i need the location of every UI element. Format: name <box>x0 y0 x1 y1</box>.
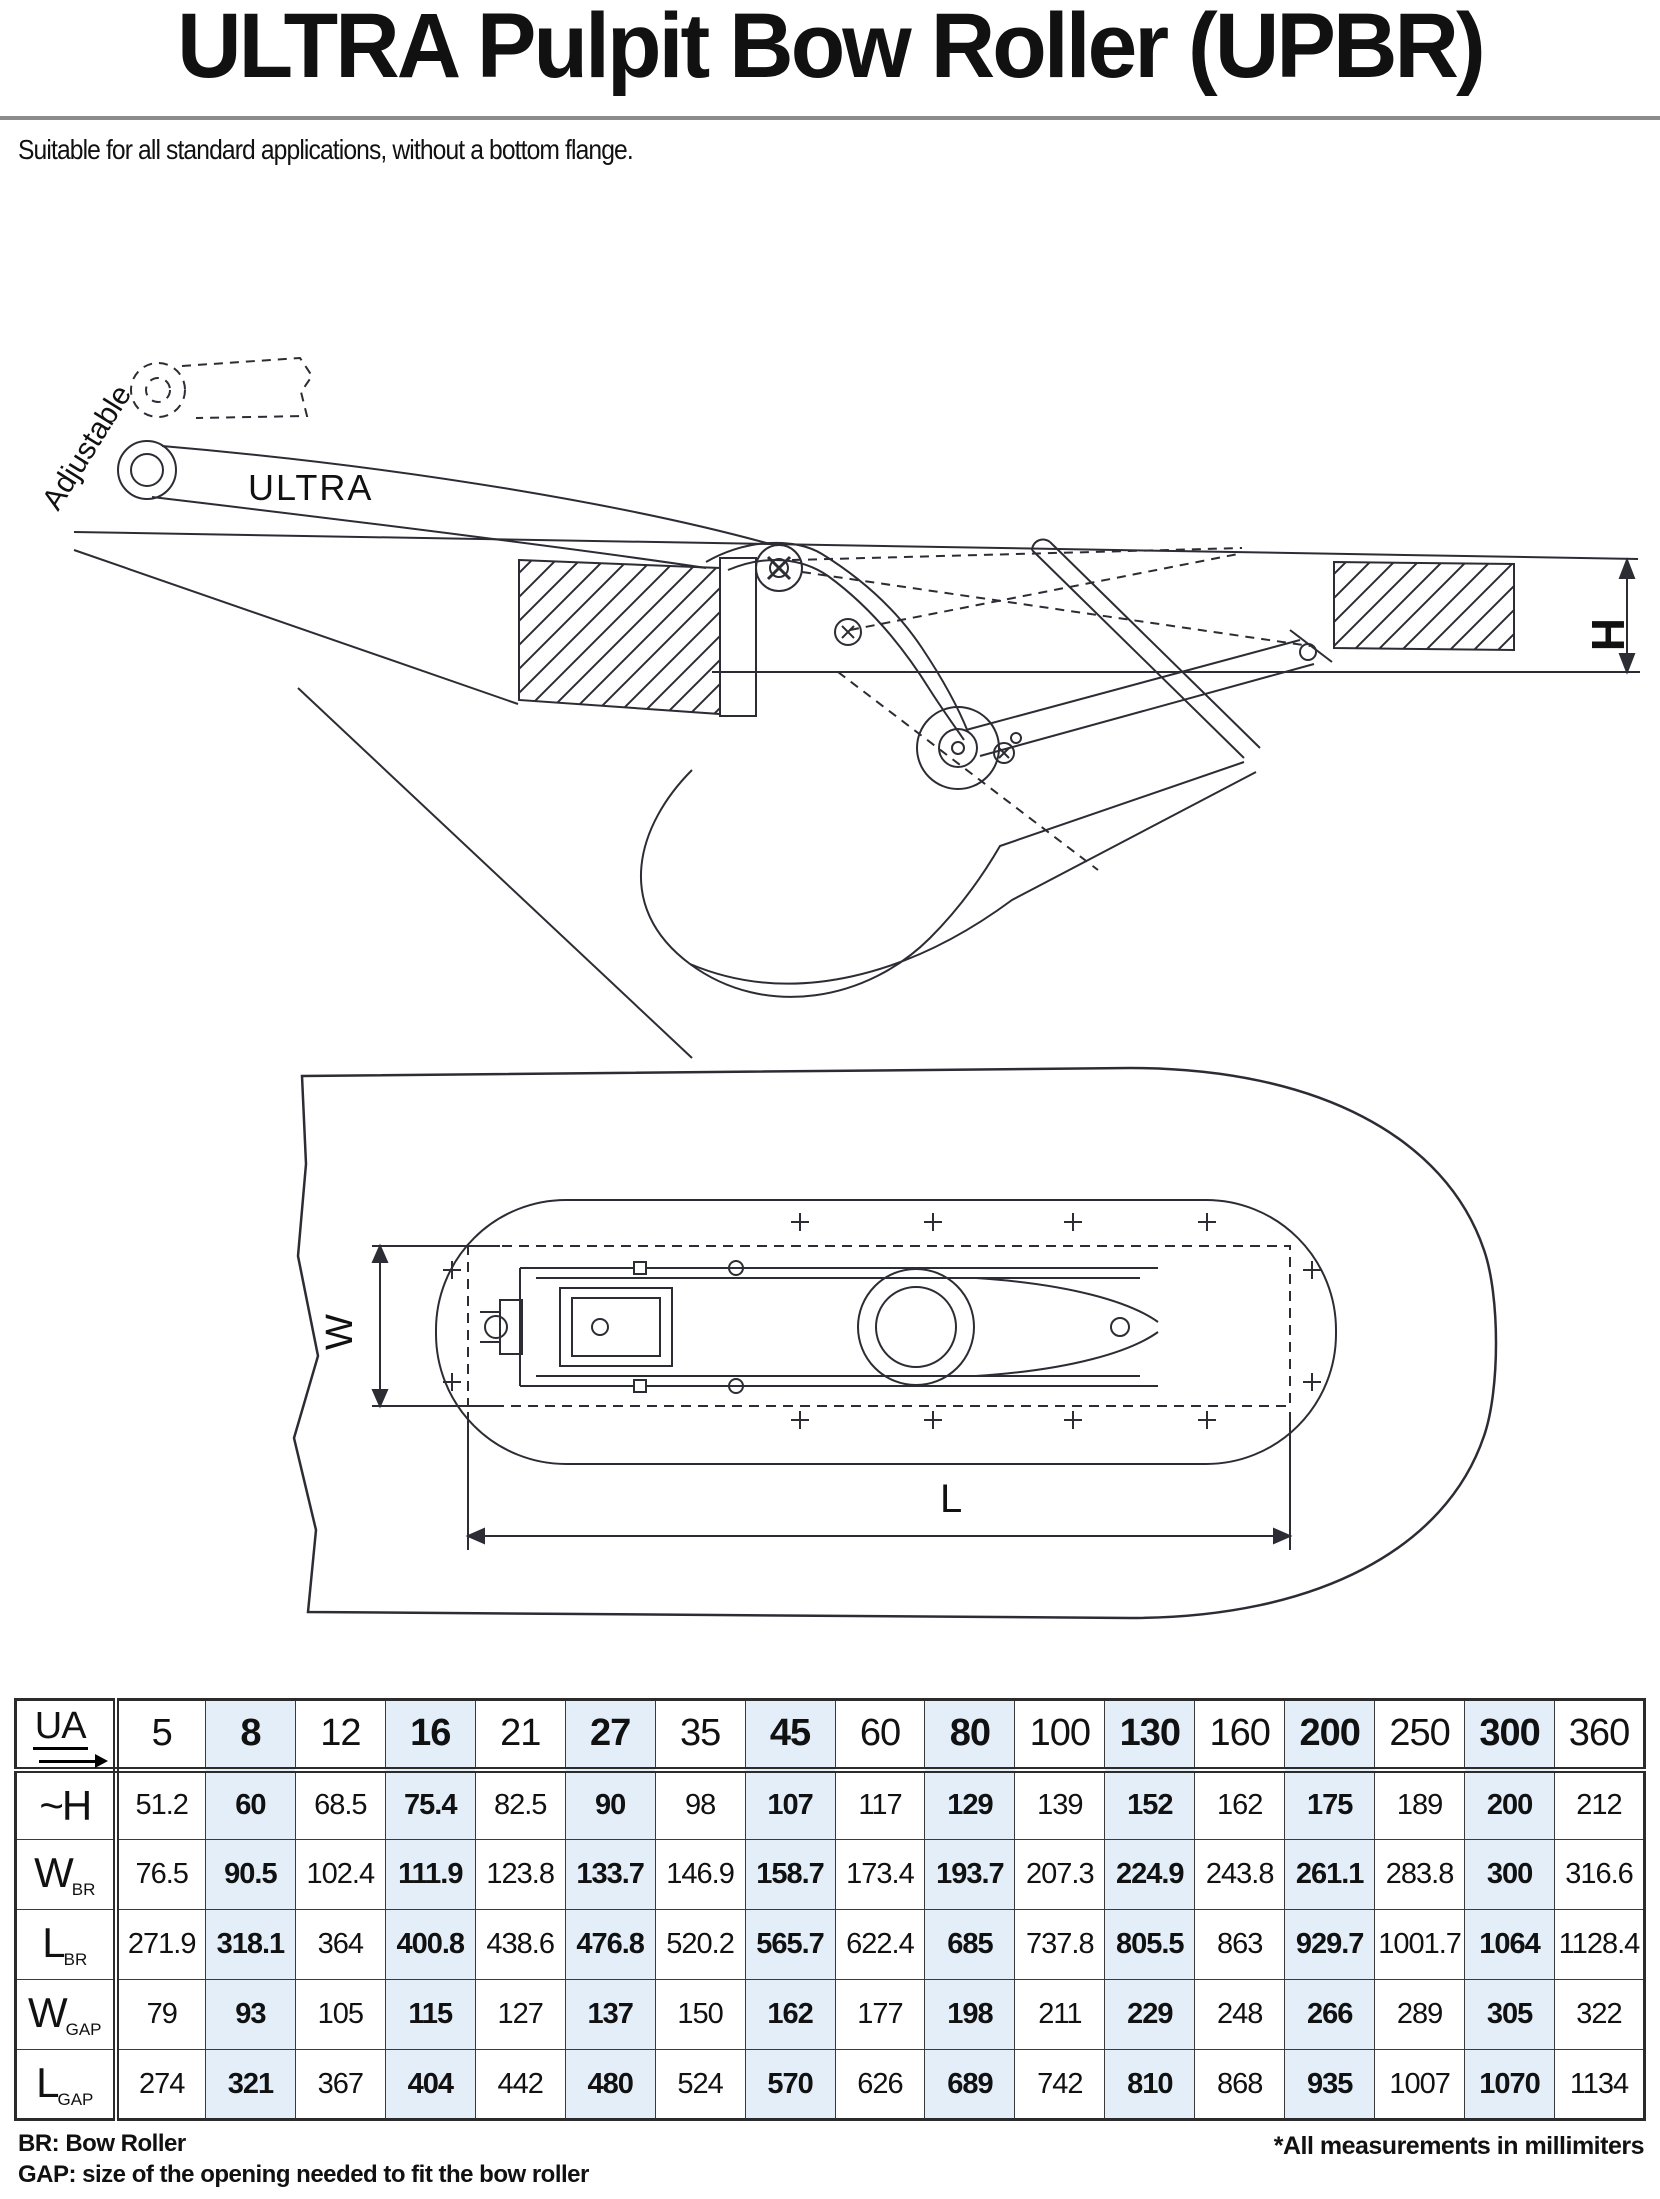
cell-w-gap-ua100: 211 <box>1015 1980 1105 2050</box>
col-header-21: 21 <box>475 1700 565 1770</box>
ua-arrow-icon <box>39 1760 97 1763</box>
row-label-h: ~H <box>16 1770 116 1840</box>
cell-w-gap-ua27: 137 <box>565 1980 655 2050</box>
cell-l-gap-ua130: 810 <box>1105 2050 1195 2120</box>
cell-h-ua8: 60 <box>205 1770 295 1840</box>
cell-l-gap-ua16: 404 <box>385 2050 475 2120</box>
footnote-units: *All measurements in millimiters <box>1273 2132 1644 2160</box>
bow-roller-top-view <box>480 1261 1158 1393</box>
footnote-gap: GAP: size of the opening needed to fit the bow roller <box>18 2161 589 2188</box>
cell-w-gap-ua360: 322 <box>1555 1980 1645 2050</box>
col-header-360: 360 <box>1555 1700 1645 1770</box>
cell-h-ua360: 212 <box>1555 1770 1645 1840</box>
cell-h-ua250: 189 <box>1375 1770 1465 1840</box>
cell-l-br-ua16: 400.8 <box>385 1910 475 1980</box>
cell-w-br-ua5: 76.5 <box>116 1840 206 1910</box>
col-header-200: 200 <box>1285 1700 1375 1770</box>
cell-h-ua21: 82.5 <box>475 1770 565 1840</box>
cell-w-br-ua360: 316.6 <box>1555 1840 1645 1910</box>
cell-l-br-ua8: 318.1 <box>205 1910 295 1980</box>
cell-w-br-ua160: 243.8 <box>1195 1840 1285 1910</box>
row-label-w-gap: $W_{GAP}$ <box>16 1980 116 2050</box>
cell-w-br-ua27: 133.7 <box>565 1840 655 1910</box>
cell-h-ua45: 107 <box>745 1770 835 1840</box>
cell-h-ua100: 139 <box>1015 1770 1105 1840</box>
side-view-drawing <box>0 300 1660 1080</box>
bow-roller-mechanism <box>706 539 1310 789</box>
cell-w-br-ua16: 111.9 <box>385 1840 475 1910</box>
cell-l-gap-ua27: 480 <box>565 2050 655 2120</box>
adjustable-arm-dashed <box>131 358 312 418</box>
cell-l-br-ua160: 863 <box>1195 1910 1285 1980</box>
col-header-80: 80 <box>925 1700 1015 1770</box>
cell-l-gap-ua160: 868 <box>1195 2050 1285 2120</box>
h-dimension <box>1620 560 1634 672</box>
cell-h-ua12: 68.5 <box>295 1770 385 1840</box>
cell-w-br-ua80: 193.7 <box>925 1840 1015 1910</box>
cell-h-ua130: 152 <box>1105 1770 1195 1840</box>
cell-h-ua60: 117 <box>835 1770 925 1840</box>
cell-h-ua16: 75.4 <box>385 1770 475 1840</box>
cell-l-br-ua300: 1064 <box>1465 1910 1555 1980</box>
cell-l-gap-ua250: 1007 <box>1375 2050 1465 2120</box>
col-header-12: 12 <box>295 1700 385 1770</box>
cell-l-gap-ua200: 935 <box>1285 2050 1375 2120</box>
table-row-w-gap <box>16 1980 1645 2050</box>
ua-label: UA <box>33 1707 88 1750</box>
cell-w-gap-ua250: 289 <box>1375 1980 1465 2050</box>
cell-w-gap-ua16: 115 <box>385 1980 475 2050</box>
cell-w-br-ua130: 224.9 <box>1105 1840 1195 1910</box>
row-label-w-br: $W_{BR}$ <box>16 1840 116 1910</box>
cell-w-br-ua8: 90.5 <box>205 1840 295 1910</box>
cell-w-br-ua300: 300 <box>1465 1840 1555 1910</box>
col-header-100: 100 <box>1015 1700 1105 1770</box>
cell-l-gap-ua360: 1134 <box>1555 2050 1645 2120</box>
roller-arm <box>118 441 770 568</box>
cell-l-gap-ua12: 367 <box>295 2050 385 2120</box>
cell-w-gap-ua12: 105 <box>295 1980 385 2050</box>
col-header-250: 250 <box>1375 1700 1465 1770</box>
cell-w-gap-ua80: 198 <box>925 1980 1015 2050</box>
col-header-130: 130 <box>1105 1700 1195 1770</box>
cell-l-br-ua35: 520.2 <box>655 1910 745 1980</box>
cell-l-gap-ua100: 742 <box>1015 2050 1105 2120</box>
cell-h-ua80: 129 <box>925 1770 1015 1840</box>
spec-table <box>14 1698 1646 2121</box>
cell-w-br-ua200: 261.1 <box>1285 1840 1375 1910</box>
title-divider <box>0 116 1660 120</box>
cell-w-gap-ua130: 229 <box>1105 1980 1195 2050</box>
cell-l-br-ua130: 805.5 <box>1105 1910 1195 1980</box>
cell-w-br-ua12: 102.4 <box>295 1840 385 1910</box>
cell-l-br-ua60: 622.4 <box>835 1910 925 1980</box>
h-dimension-label: H <box>1582 618 1634 652</box>
cell-w-gap-ua35: 150 <box>655 1980 745 2050</box>
col-header-8: 8 <box>205 1700 295 1770</box>
col-header-160: 160 <box>1195 1700 1285 1770</box>
cell-h-ua35: 98 <box>655 1770 745 1840</box>
cell-l-gap-ua80: 689 <box>925 2050 1015 2120</box>
table-row-l-br <box>16 1910 1645 1980</box>
cell-l-br-ua45: 565.7 <box>745 1910 835 1980</box>
cell-l-br-ua250: 1001.7 <box>1375 1910 1465 1980</box>
cell-h-ua200: 175 <box>1285 1770 1375 1840</box>
table-corner-ua <box>16 1700 116 1770</box>
l-dimension <box>468 1412 1290 1550</box>
cell-l-gap-ua35: 524 <box>655 2050 745 2120</box>
cell-l-br-ua200: 929.7 <box>1285 1910 1375 1980</box>
top-view-drawing <box>0 1060 1660 1660</box>
cell-l-br-ua100: 737.8 <box>1015 1910 1105 1980</box>
cell-l-br-ua5: 271.9 <box>116 1910 206 1980</box>
col-header-5: 5 <box>116 1700 206 1770</box>
page-subtitle: Suitable for all standard applications, without a bottom flange. <box>18 134 633 165</box>
cell-l-gap-ua5: 274 <box>116 2050 206 2120</box>
cell-w-gap-ua160: 248 <box>1195 1980 1285 2050</box>
cell-l-br-ua360: 1128.4 <box>1555 1910 1645 1980</box>
table-row-l-gap <box>16 2050 1645 2120</box>
col-header-60: 60 <box>835 1700 925 1770</box>
cell-h-ua300: 200 <box>1465 1770 1555 1840</box>
col-header-45: 45 <box>745 1700 835 1770</box>
cell-w-br-ua35: 146.9 <box>655 1840 745 1910</box>
ultra-label: ULTRA <box>248 467 374 508</box>
cell-w-gap-ua5: 79 <box>116 1980 206 2050</box>
cell-l-gap-ua45: 570 <box>745 2050 835 2120</box>
cell-w-gap-ua200: 266 <box>1285 1980 1375 2050</box>
adjustable-label: Adjustable <box>35 379 139 516</box>
pulpit-structure <box>74 532 1640 1058</box>
cell-w-gap-ua45: 162 <box>745 1980 835 2050</box>
cell-l-gap-ua21: 442 <box>475 2050 565 2120</box>
cell-l-gap-ua8: 321 <box>205 2050 295 2120</box>
col-header-27: 27 <box>565 1700 655 1770</box>
cell-l-gap-ua60: 626 <box>835 2050 925 2120</box>
cell-w-gap-ua8: 93 <box>205 1980 295 2050</box>
cell-w-br-ua100: 207.3 <box>1015 1840 1105 1910</box>
cell-l-br-ua80: 685 <box>925 1910 1015 1980</box>
cell-l-br-ua12: 364 <box>295 1910 385 1980</box>
col-header-35: 35 <box>655 1700 745 1770</box>
page-title: ULTRA Pulpit Bow Roller (UPBR) <box>177 0 1483 97</box>
cell-h-ua160: 162 <box>1195 1770 1285 1840</box>
cell-w-gap-ua300: 305 <box>1465 1980 1555 2050</box>
cell-w-br-ua250: 283.8 <box>1375 1840 1465 1910</box>
row-label-l-br: $L_{BR}$ <box>16 1910 116 1980</box>
table-row-w-br <box>16 1840 1645 1910</box>
footnote-br: BR: Bow Roller <box>18 2130 186 2157</box>
table-row-h <box>16 1770 1645 1840</box>
cell-w-br-ua45: 158.7 <box>745 1840 835 1910</box>
cell-h-ua5: 51.2 <box>116 1770 206 1840</box>
cell-l-gap-ua300: 1070 <box>1465 2050 1555 2120</box>
cell-w-br-ua60: 173.4 <box>835 1840 925 1910</box>
cell-l-br-ua27: 476.8 <box>565 1910 655 1980</box>
cell-w-gap-ua60: 177 <box>835 1980 925 2050</box>
row-label-l-gap: $L_{GAP}$ <box>16 2050 116 2120</box>
cell-h-ua27: 90 <box>565 1770 655 1840</box>
cell-l-br-ua21: 438.6 <box>475 1910 565 1980</box>
cell-w-br-ua21: 123.8 <box>475 1840 565 1910</box>
col-header-16: 16 <box>385 1700 475 1770</box>
w-dimension-label: W <box>319 1314 361 1350</box>
l-dimension-label: L <box>940 1477 963 1521</box>
cell-w-gap-ua21: 127 <box>475 1980 565 2050</box>
col-header-300: 300 <box>1465 1700 1555 1770</box>
